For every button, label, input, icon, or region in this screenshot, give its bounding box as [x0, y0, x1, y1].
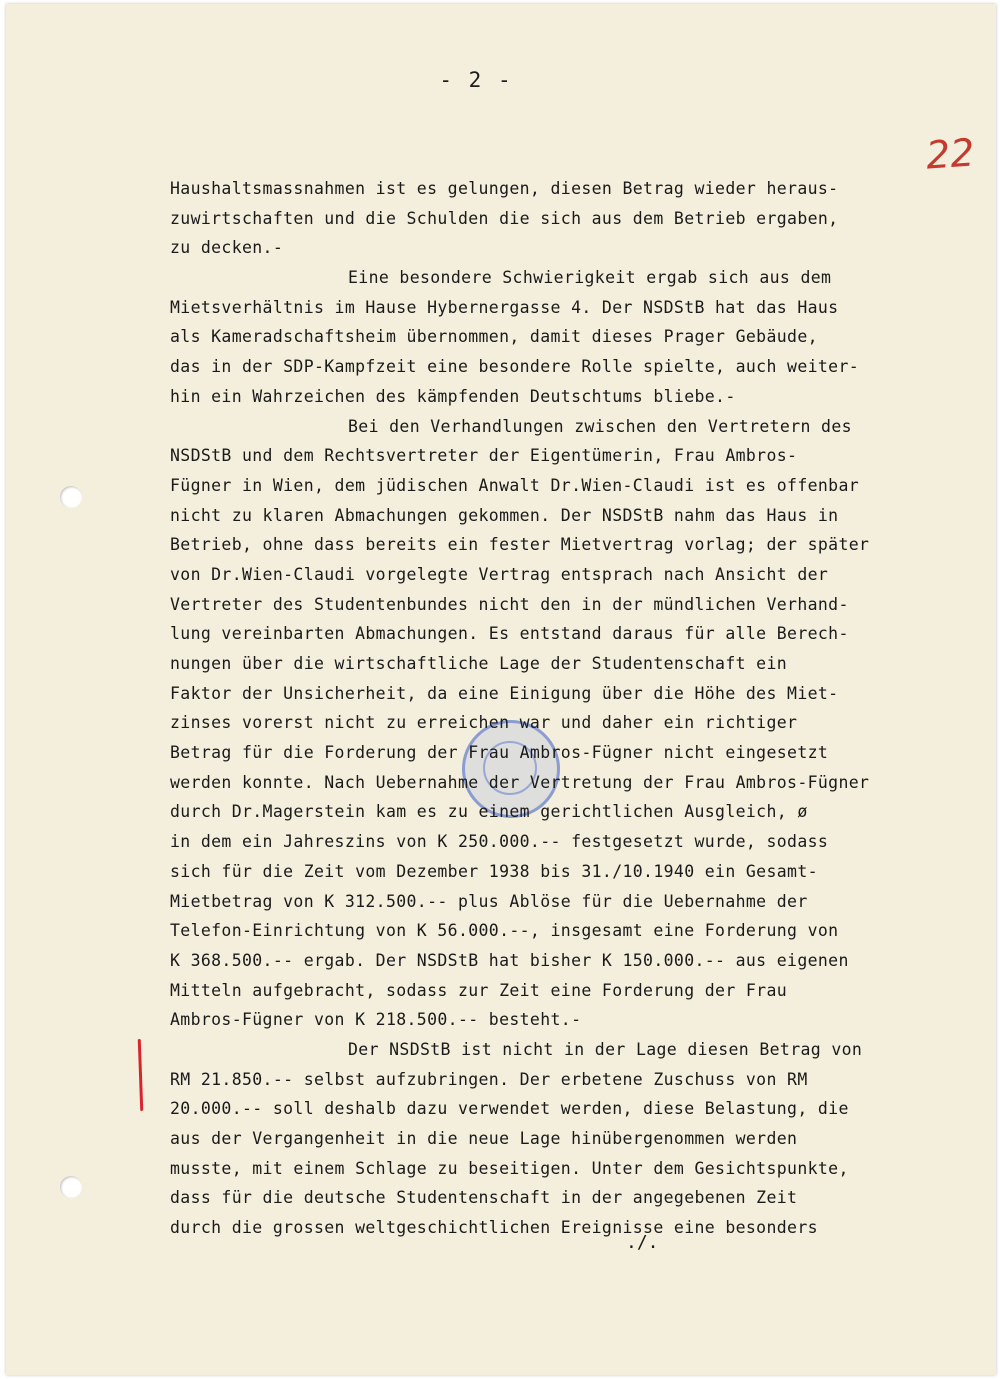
text-line: Fügner in Wien, dem jüdischen Anwalt Dr.Wien-Claudi ist es offenbar — [170, 475, 860, 495]
text-line: Haushaltsmassnahmen ist es gelungen, diesen Betrag wieder heraus- — [170, 179, 839, 198]
continuation-mark: ./. — [626, 1232, 659, 1253]
text-line: dass für die deutsche Studentenschaft in der angegebenen Zeit — [170, 1188, 798, 1208]
text-line: Bei den Verhandlungen zwischen den Vertretern des — [348, 416, 852, 436]
text-line: Telefon-Einrichtung von K 56.000.--, insgesamt eine Forderung von — [170, 921, 839, 941]
text-line: als Kameradschaftsheim übernommen, damit dieses Prager Gebäude, — [170, 327, 818, 347]
text-line: in dem ein Jahreszins von K 250.000.-- festgesetzt wurde, sodass — [170, 832, 829, 852]
text-line: zinses vorerst nicht zu erreichen war und daher ein richtiger — [170, 713, 798, 733]
text-line: musste, mit einem Schlage zu beseitigen. Unter dem Gesichtspunkte, — [170, 1158, 849, 1178]
text-line: sich für die Zeit vom Dezember 1938 bis 31./10.1940 ein Gesamt- — [170, 861, 818, 881]
text-line: Vertreter des Studentenbundes nicht den in der mündlichen Verhand- — [170, 594, 849, 614]
text-line: Der NSDStB ist nicht in der Lage diesen Betrag von — [348, 1039, 863, 1059]
document-page — [6, 4, 996, 1375]
text-line: hin ein Wahrzeichen des kämpfenden Deutschtums bliebe.- — [170, 386, 736, 406]
body-text — [170, 174, 970, 1243]
punch-hole-icon — [60, 486, 82, 508]
text-line: zu decken.- — [170, 238, 284, 258]
text-line: durch Dr.Magerstein kam es zu einem gerichtlichen Ausgleich, ø — [170, 802, 808, 822]
text-line: nicht zu klaren Abmachungen gekommen. Der NSDStB nahm das Haus in — [170, 505, 839, 525]
text-line: RM 21.850.-- selbst aufzubringen. Der erbetene Zuschuss von RM — [170, 1069, 808, 1089]
text-line: K 368.500.-- ergab. Der NSDStB hat bisher K 150.000.-- aus eigenen — [170, 950, 849, 970]
text-line: 20.000.-- soll deshalb dazu verwendet werden, diese Belastung, die — [170, 1099, 849, 1119]
text-line: Mietbetrag von K 312.500.-- plus Ablöse für die Uebernahme der — [170, 891, 808, 911]
text-line: von Dr.Wien-Claudi vorgelegte Vertrag entsprach nach Ansicht der — [170, 564, 829, 584]
text-line: werden konnte. Nach Uebernahme der Vertretung der Frau Ambros-Fügner — [170, 772, 870, 792]
text-line: Mitteln aufgebracht, sodass zur Zeit eine Forderung der Frau — [170, 980, 788, 1000]
text-line: das in der SDP-Kampfzeit eine besondere Rolle spielte, auch weiter- — [170, 357, 860, 377]
text-line: Eine besondere Schwierigkeit ergab sich aus dem — [348, 268, 832, 288]
text-line: Mietsverhältnis im Hause Hybernergasse 4. Der NSDStB hat das Haus — [170, 297, 839, 317]
text-line: durch die grossen weltgeschichtlichen Ereignisse eine besonders — [170, 1218, 818, 1238]
text-line: Betrieb, ohne dass bereits ein fester Mietvertrag vorlag; der später — [170, 535, 870, 555]
text-line: zuwirtschaften und die Schulden die sich aus dem Betrieb ergaben, — [170, 208, 839, 228]
folio-number: 22 — [924, 130, 976, 178]
text-line: nungen über die wirtschaftliche Lage der Studentenschaft ein — [170, 654, 788, 673]
text-line: NSDStB und dem Rechtsvertreter der Eigentümerin, Frau Ambros- — [170, 446, 798, 466]
page-number: - 2 - — [439, 68, 513, 92]
text-line: Faktor der Unsicherheit, da eine Einigung über die Höhe des Miet- — [170, 683, 839, 703]
text-line: Ambros-Fügner von K 218.500.-- besteht.- — [170, 1010, 582, 1030]
text-line: Betrag für die Forderung der Frau Ambros-Fügner nicht eingesetzt — [170, 743, 829, 763]
margin-mark — [138, 1039, 144, 1111]
text-line: aus der Vergangenheit in die neue Lage hinübergenommen werden — [170, 1129, 798, 1148]
punch-hole-icon — [60, 1176, 82, 1198]
text-line: lung vereinbarten Abmachungen. Es entstand daraus für alle Berech- — [170, 624, 849, 644]
